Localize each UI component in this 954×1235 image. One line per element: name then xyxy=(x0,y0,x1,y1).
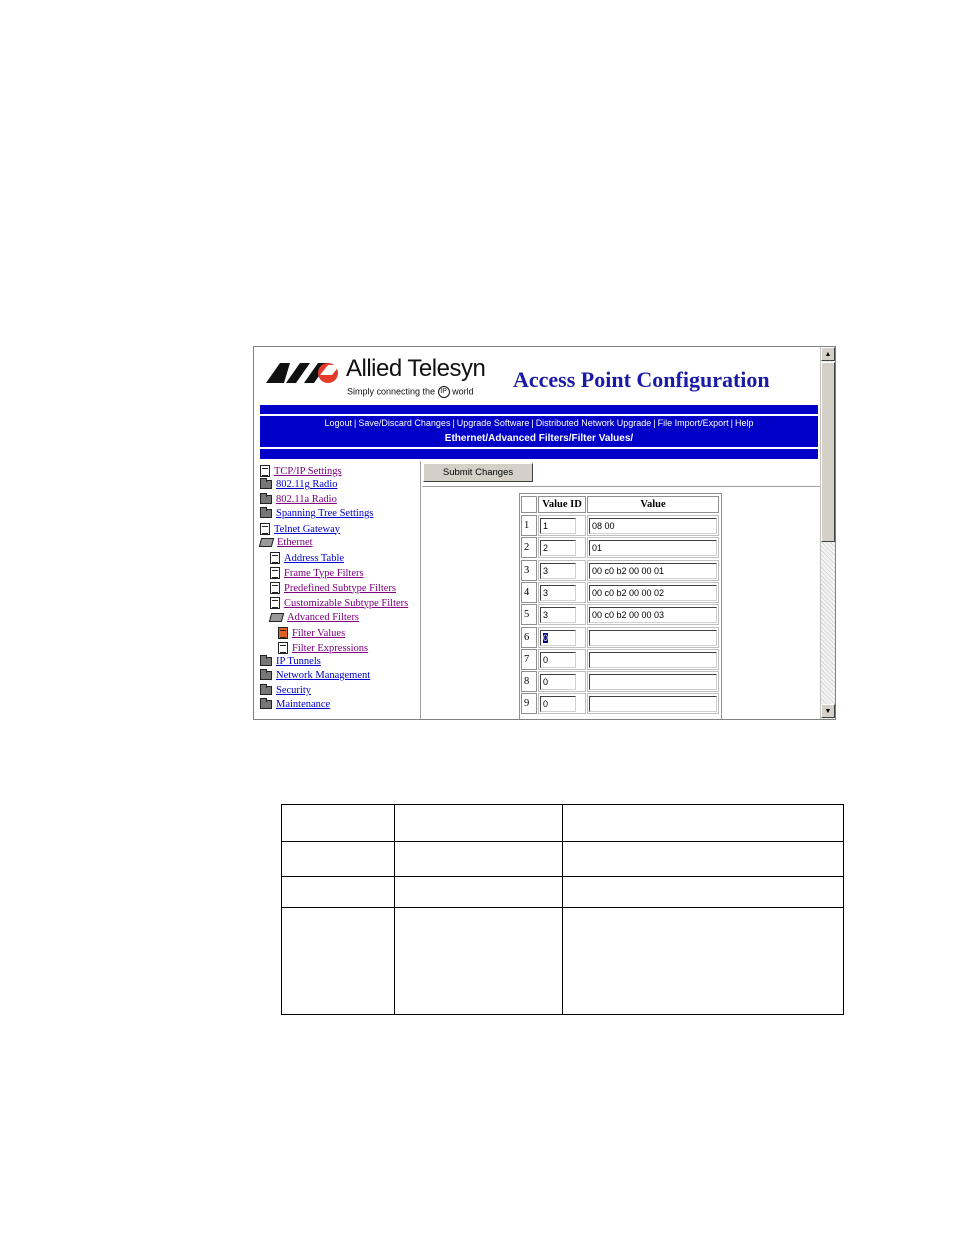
row-index: 6 xyxy=(521,627,537,648)
value-cell xyxy=(587,560,719,581)
filter-values-table xyxy=(519,493,722,720)
value-cell xyxy=(587,627,719,648)
page-title: Access Point Configuration xyxy=(513,367,770,392)
folder-icon xyxy=(260,509,272,518)
value-input[interactable]: 00 c0 b2 00 00 03 xyxy=(589,607,717,623)
table-header-value-id: Value ID xyxy=(538,496,586,513)
value-cell xyxy=(587,649,719,670)
document-icon xyxy=(278,627,288,639)
breadcrumb: Ethernet/Advanced Filters/Filter Values/ xyxy=(444,433,634,444)
doc-table-cell xyxy=(563,842,844,877)
tree-item-label: Ethernet xyxy=(277,537,313,548)
value-input[interactable] xyxy=(589,630,717,646)
doc-table-cell xyxy=(395,805,563,842)
document-icon xyxy=(278,642,288,654)
content-divider xyxy=(422,486,820,487)
value-id-input[interactable] xyxy=(540,540,576,556)
value-input[interactable] xyxy=(589,696,717,712)
tree-item-label: IP Tunnels xyxy=(276,656,321,667)
value-id-text: 0 xyxy=(543,699,549,710)
tree-item-label: Advanced Filters xyxy=(287,612,360,623)
value-id-text: 0 xyxy=(543,654,549,665)
row-index: 3 xyxy=(521,560,537,581)
folder-icon xyxy=(260,686,272,695)
value-input[interactable]: 00 c0 b2 00 00 02 xyxy=(589,585,717,601)
tree-item-label: Telnet Gateway xyxy=(274,523,341,535)
value-id-text: 2 xyxy=(543,543,549,554)
document-icon xyxy=(260,523,270,535)
ip-circle-icon: IP xyxy=(438,386,450,398)
doc-table-cell xyxy=(563,805,844,842)
doc-table-cell xyxy=(563,877,844,908)
value-cell xyxy=(587,582,719,603)
tree-item-spanning-tree-settings[interactable] xyxy=(260,508,373,519)
row-index: 1 xyxy=(521,515,537,536)
document-icon xyxy=(260,465,270,477)
value-id-input[interactable] xyxy=(540,652,576,668)
value-id-cell xyxy=(538,627,586,648)
doc-table-cell xyxy=(282,908,395,1015)
allied-telesyn-logo xyxy=(264,357,494,401)
scroll-down-icon[interactable]: ▼ xyxy=(821,704,835,718)
nav-help-link[interactable]: Help xyxy=(734,418,754,428)
tree-item-maintenance[interactable] xyxy=(260,699,330,710)
value-cell xyxy=(587,671,719,692)
value-id-input[interactable] xyxy=(540,674,576,690)
tree-item-label: 802.11g Radio xyxy=(276,479,338,490)
value-id-input[interactable] xyxy=(540,518,576,534)
value-id-cell xyxy=(538,693,586,714)
value-id-text: 0 xyxy=(543,677,549,688)
tree-item-advanced-filters[interactable] xyxy=(270,612,359,623)
submit-changes-button[interactable]: Submit Changes xyxy=(423,463,533,482)
value-id-cell xyxy=(538,537,586,558)
nav-logout-link[interactable]: Logout xyxy=(324,418,353,428)
value-input[interactable]: 08 00 xyxy=(589,518,717,534)
doc-table-cell xyxy=(282,842,395,877)
tree-item-frame-type-filters[interactable] xyxy=(270,567,364,579)
value-cell xyxy=(587,537,719,558)
tree-item-80211a-radio[interactable] xyxy=(260,494,337,505)
tree-item-ip-tunnels[interactable] xyxy=(260,656,321,667)
tree-item-label: Filter Values xyxy=(292,627,346,639)
screenshot-window xyxy=(253,346,836,720)
nav-links: Logout | Save/Discard Changes | Upgrade Software | Distributed Network Upgrade | File Import/Export | Help xyxy=(324,418,754,428)
tree-item-label: Predefined Subtype Filters xyxy=(284,582,396,594)
value-id-cell xyxy=(538,515,586,536)
nav-distributed-upgrade-link[interactable]: Distributed Network Upgrade xyxy=(535,418,652,428)
nav-bar xyxy=(260,405,818,459)
value-id-cell xyxy=(538,582,586,603)
row-index: 4 xyxy=(521,582,537,603)
folder-icon xyxy=(260,480,272,489)
value-cell xyxy=(587,604,719,625)
navigation-tree xyxy=(254,461,421,720)
value-id-text: 3 xyxy=(543,610,549,621)
tree-item-label: Network Management xyxy=(276,670,371,681)
folder-icon xyxy=(260,700,272,709)
value-id-text: 0 xyxy=(543,632,549,643)
doc-table-cell xyxy=(282,805,395,842)
brand-tagline xyxy=(347,386,474,398)
tree-item-label: Spanning Tree Settings xyxy=(276,508,374,519)
scroll-up-icon[interactable]: ▲ xyxy=(821,347,835,361)
tree-item-ethernet[interactable] xyxy=(260,537,313,548)
value-id-cell xyxy=(538,560,586,581)
doc-table-cell xyxy=(282,877,395,908)
doc-table-cell xyxy=(395,877,563,908)
value-id-text: 3 xyxy=(543,565,549,576)
tree-item-label: Frame Type Filters xyxy=(284,567,364,579)
value-id-input[interactable] xyxy=(540,585,576,601)
row-index: 7 xyxy=(521,649,537,670)
nav-divider-bottom xyxy=(260,447,818,449)
document-icon xyxy=(270,567,280,579)
document-icon xyxy=(270,582,280,594)
value-id-cell xyxy=(538,671,586,692)
value-input[interactable]: 01 xyxy=(589,540,717,556)
tree-item-label: TCP/IP Settings xyxy=(274,465,342,477)
table-header-value: Value xyxy=(587,496,719,513)
value-id-cell xyxy=(538,649,586,670)
row-index: 8 xyxy=(521,671,537,692)
value-cell xyxy=(587,693,719,714)
table-header-index xyxy=(521,496,537,513)
value-id-input[interactable] xyxy=(540,607,576,623)
doc-table-cell xyxy=(395,908,563,1015)
tree-item-label: Address Table xyxy=(284,552,345,564)
doc-table-cell xyxy=(395,842,563,877)
row-index: 9 xyxy=(521,693,537,714)
value-id-input[interactable] xyxy=(540,563,576,579)
tree-item-label: Filter Expressions xyxy=(292,642,369,654)
folder-icon xyxy=(260,495,272,504)
folder-icon xyxy=(260,657,272,666)
vertical-scrollbar[interactable] xyxy=(820,347,835,719)
content-pane xyxy=(422,461,820,720)
tagline-pre: Simply connecting the xyxy=(347,386,436,397)
folder-open-icon xyxy=(269,613,284,622)
value-id-text: 1 xyxy=(543,521,549,531)
tree-item-customizable-subtype-filters[interactable] xyxy=(270,597,408,609)
document-icon xyxy=(270,597,280,609)
row-index: 2 xyxy=(521,537,537,558)
value-id-input[interactable] xyxy=(540,630,576,646)
tree-item-telnet-gateway[interactable] xyxy=(260,523,340,535)
value-input[interactable]: 00 c0 b2 00 00 01 xyxy=(589,563,717,579)
doc-table-cell xyxy=(563,908,844,1015)
tree-item-security[interactable] xyxy=(260,685,311,696)
tree-item-label: 802.11a Radio xyxy=(276,494,337,505)
tree-item-80211g-radio[interactable] xyxy=(260,479,337,490)
folder-open-icon xyxy=(259,538,274,547)
value-input[interactable] xyxy=(589,674,717,690)
tree-item-network-management[interactable] xyxy=(260,670,370,681)
value-input[interactable] xyxy=(589,652,717,668)
value-id-text: 3 xyxy=(543,587,549,598)
tree-item-filter-expressions[interactable] xyxy=(278,642,368,654)
tree-item-label: Security xyxy=(276,685,311,696)
allied-telesyn-logo-icon xyxy=(266,361,342,385)
nav-save-discard-link[interactable]: Save/Discard Changes xyxy=(358,418,451,428)
brand-name: Allied Telesyn xyxy=(346,355,486,382)
tree-item-address-table[interactable] xyxy=(270,552,344,564)
value-id-input[interactable] xyxy=(540,696,576,712)
tagline-post: world xyxy=(452,386,474,397)
folder-icon xyxy=(260,671,272,680)
row-index: 5 xyxy=(521,604,537,625)
nav-upgrade-software-link[interactable]: Upgrade Software xyxy=(456,418,530,428)
nav-divider-top xyxy=(260,414,818,416)
tree-item-label: Maintenance xyxy=(276,699,331,710)
scrollbar-thumb[interactable] xyxy=(821,362,835,542)
banner xyxy=(254,347,820,405)
nav-file-import-export-link[interactable]: File Import/Export xyxy=(657,418,729,428)
value-id-cell xyxy=(538,604,586,625)
document-table xyxy=(281,804,844,1015)
tree-item-filter-values[interactable] xyxy=(278,627,345,639)
document-icon xyxy=(270,552,280,564)
value-cell xyxy=(587,515,719,536)
tree-item-predefined-subtype-filters[interactable] xyxy=(270,582,396,594)
tree-item-tcpip-settings[interactable] xyxy=(260,465,342,477)
tree-item-label: Customizable Subtype Filters xyxy=(284,597,409,609)
